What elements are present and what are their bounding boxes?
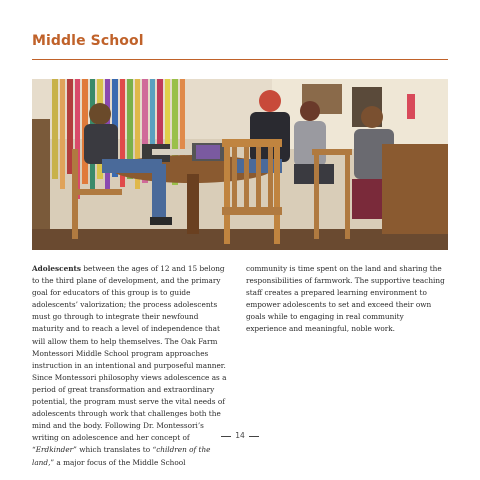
page-title: Middle School: [32, 33, 144, 49]
italic-term: children of the land: [32, 445, 211, 467]
body-column-right: [246, 263, 446, 336]
classroom-photo-illustration: [32, 79, 448, 250]
footer-dash-right: [249, 436, 259, 437]
title-divider: [32, 59, 448, 60]
italic-term: Erdkinder: [35, 445, 74, 455]
page-footer: [0, 431, 480, 440]
classroom-photo: [32, 79, 448, 250]
page-number: 14: [235, 431, 245, 440]
body-text: ” which translates to “: [73, 445, 157, 455]
body-text: ,” a major focus of the Middle School: [48, 457, 186, 467]
footer-dash-left: [221, 436, 231, 437]
body-text: between the ages of 12 and 15 belong to the third plane of development, and the primary goal for educators of this group is to guide adolescents’ valorization; the process adolescents must go through to integrate their newfound maturity and to reach a level of independence that will allow them to help themselves. The Oak Farm Montessori Middle School program approaches instruction in an intentional and purposeful manner. Since Montessori philosophy views adolescence as a period of great transformation and extraordinary potential, the program must serve the vital needs of adolescents through work that challenges both the mind and the body. Following Dr. Montessori’s writing on adolescence and her concept of “: [32, 264, 227, 455]
body-paragraph-right: community is time spent on the land and sharing the responsibilities of farmwork. The supportive teaching staff creates a prepared learning environment to empower adolescents to set and exceed their own goals while to engaging in real community experience and meaningful, noble work.: [246, 264, 445, 334]
lead-word: Adolescents: [32, 264, 82, 273]
